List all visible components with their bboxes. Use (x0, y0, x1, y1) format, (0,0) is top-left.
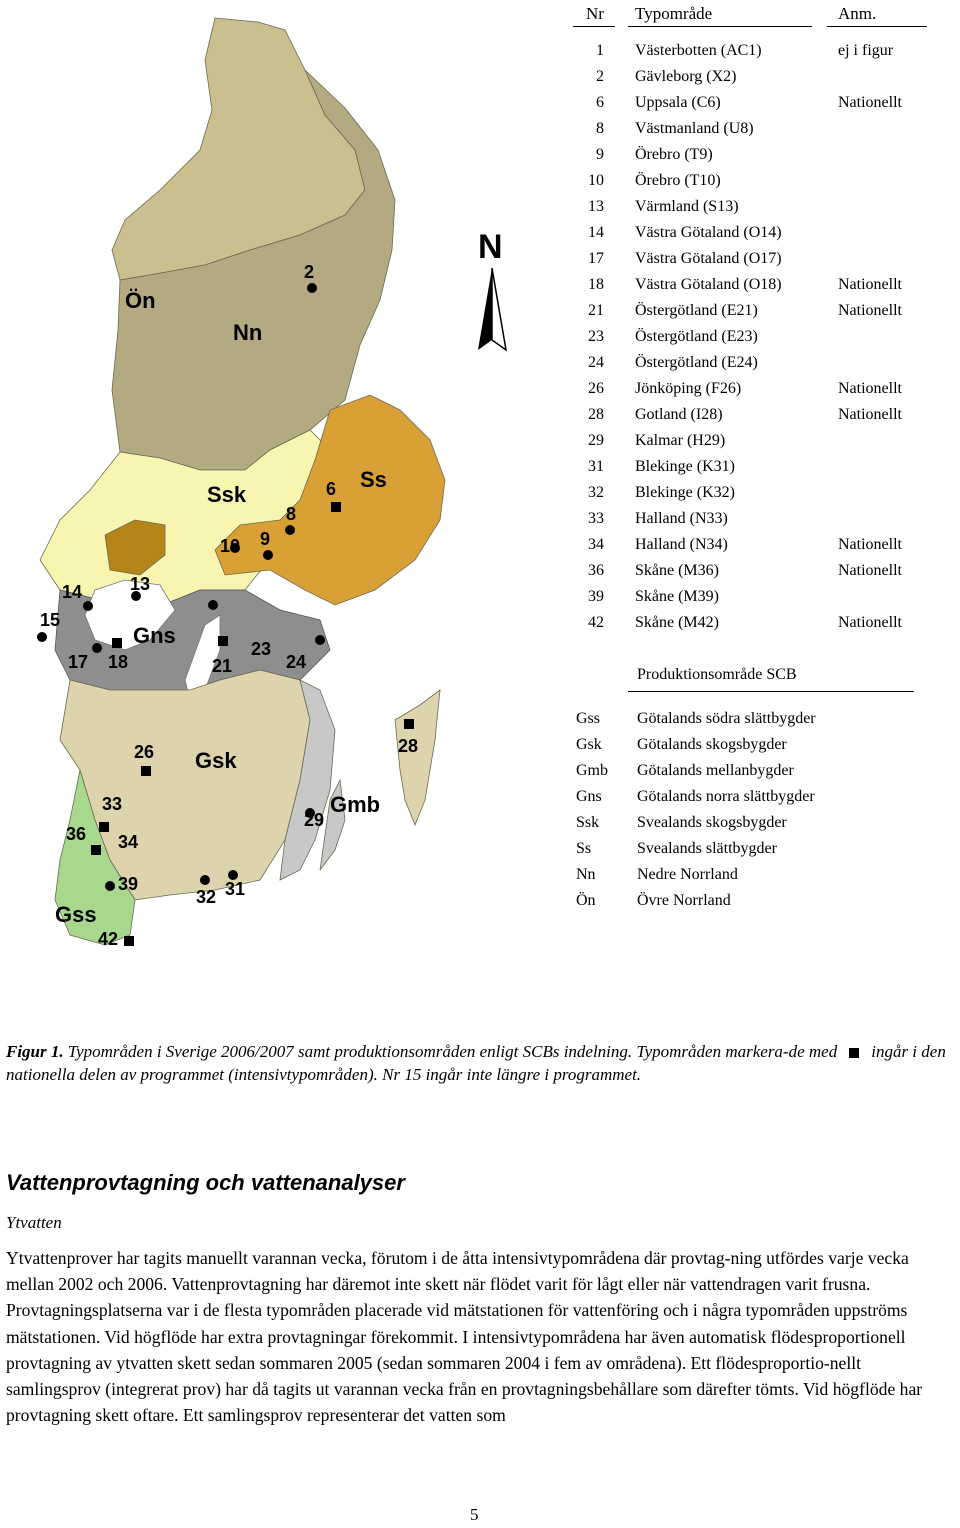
table-cell-typomrade: Blekinge (K31) (635, 458, 735, 475)
table-cell-typomrade: Västra Götaland (O18) (635, 276, 782, 293)
table-cell-typomrade: Örebro (T10) (635, 172, 721, 189)
legend-name: Svealands slättbygder (637, 840, 777, 857)
table-cell-nr: 8 (596, 120, 604, 137)
table-cell-anm: Nationellt (838, 562, 902, 579)
legend-name: Nedre Norrland (637, 866, 738, 883)
label-gsk: Gsk (195, 748, 237, 773)
table-cell-typomrade: Gotland (I28) (635, 406, 723, 423)
site-14: 14 (62, 582, 83, 602)
table-cell-typomrade: Västmanland (U8) (635, 120, 754, 137)
table-cell-nr: 36 (588, 562, 604, 579)
site-6: 6 (326, 479, 337, 499)
legend-code: Ssk (576, 814, 600, 831)
table-cell-anm: Nationellt (838, 276, 902, 293)
site-28: 28 (398, 736, 419, 756)
site-9: 9 (260, 529, 271, 549)
table-cell-nr: 6 (596, 94, 604, 111)
figure-caption (6, 1040, 954, 1086)
label-on: Ön (125, 288, 156, 313)
table-cell-anm: ej i figur (838, 42, 894, 59)
table-cell-typomrade: Skåne (M42) (635, 614, 719, 631)
site-8: 8 (286, 504, 297, 524)
table-cell-typomrade: Gävleborg (X2) (635, 68, 737, 85)
legend-name: Svealands skogsbygder (637, 814, 787, 831)
table-cell-nr: 33 (588, 510, 604, 527)
caption-text-1: Typområden i Sverige 2006/2007 samt produktionsområden enligt SCBs indelning. Typområden markera-de med (63, 1042, 838, 1061)
table-cell-typomrade: Jönköping (F26) (635, 380, 742, 397)
site-15: 15 (40, 610, 61, 630)
table-cell-typomrade: Östergötland (E23) (635, 328, 758, 345)
table-cell-anm: Nationellt (838, 536, 902, 553)
label-ssk: Ssk (207, 482, 247, 507)
site-42: 42 (98, 929, 119, 949)
site-21: 21 (212, 656, 233, 676)
table-cell-nr: 1 (596, 42, 604, 59)
site-26: 26 (134, 742, 155, 762)
sweden-map (0, 0, 560, 960)
legend-code: Gmb (576, 762, 608, 779)
legend-code: Nn (576, 866, 596, 883)
label-gss: Gss (55, 902, 97, 927)
table-cell-typomrade: Blekinge (K32) (635, 484, 735, 501)
island-gotland (395, 690, 440, 825)
legend-name: Götalands södra slättbygder (637, 710, 816, 727)
site-23: 23 (251, 639, 272, 659)
table-cell-nr: 14 (588, 224, 604, 241)
table-cell-typomrade: Örebro (T9) (635, 146, 713, 163)
table-cell-typomrade: Skåne (M36) (635, 562, 719, 579)
site-13: 13 (130, 574, 151, 594)
label-gmb: Gmb (330, 792, 381, 817)
header-rule-typomrade (628, 26, 812, 27)
site-18: 18 (108, 652, 129, 672)
site-17: 17 (68, 652, 89, 672)
table-cell-nr: 39 (588, 588, 604, 605)
legend-name: Götalands mellanbygder (637, 762, 794, 779)
site-31: 31 (225, 879, 246, 899)
table-cell-typomrade: Östergötland (E21) (635, 302, 758, 319)
table-cell-nr: 31 (588, 458, 604, 475)
site-32: 32 (196, 887, 217, 907)
site-29: 29 (304, 810, 325, 830)
legend-name: Götalands norra slättbygder (637, 788, 815, 805)
legend-rule (628, 691, 914, 692)
table-cell-typomrade: Halland (N34) (635, 536, 728, 553)
table-cell-nr: 28 (588, 406, 604, 423)
table-cell-typomrade: Östergötland (E24) (635, 354, 758, 371)
legend-code: Gss (576, 710, 601, 727)
table-cell-nr: 18 (588, 276, 604, 293)
table-cell-nr: 42 (588, 614, 604, 631)
table-cell-anm: Nationellt (838, 302, 902, 319)
site-24: 24 (286, 652, 307, 672)
table-cell-typomrade: Värmland (S13) (635, 198, 739, 215)
table-cell-typomrade: Uppsala (C6) (635, 94, 721, 111)
table-cell-anm: Nationellt (838, 94, 902, 111)
table-cell-nr: 2 (596, 68, 604, 85)
caption-label: Figur 1. (6, 1042, 64, 1061)
header-nr: Nr (586, 4, 604, 23)
legend-code: Gns (576, 788, 602, 805)
table-cell-nr: 17 (588, 250, 604, 267)
table-cell-nr: 26 (588, 380, 604, 397)
section-title: Vattenprovtagning och vattenanalyser (6, 1170, 405, 1195)
table-cell-nr: 13 (588, 198, 604, 215)
legend-name: Götalands skogsbygder (637, 736, 787, 753)
table-cell-typomrade: Kalmar (H29) (635, 432, 726, 449)
table-cell-nr: 34 (588, 536, 604, 553)
table-cell-anm: Nationellt (838, 380, 902, 397)
header-typomrade: Typområde (635, 4, 713, 23)
table-cell-typomrade: Västra Götaland (O17) (635, 250, 782, 267)
table-cell-nr: 24 (588, 354, 604, 371)
intensive-marker-icon (849, 1048, 859, 1058)
table-cell-nr: 9 (596, 146, 604, 163)
table-cell-nr: 10 (588, 172, 604, 189)
table-cell-anm: Nationellt (838, 614, 902, 631)
caption-text-2: ingår i den nationella delen av programmet (intensivtypområden). Nr 15 ingår inte längre i programmet. (6, 1042, 946, 1084)
header-rule-nr (573, 26, 615, 27)
site-39: 39 (118, 874, 139, 894)
north-arrow (478, 228, 506, 350)
section-subtitle: Ytvatten (6, 1213, 62, 1232)
header-anm: Anm. (838, 4, 877, 23)
table-cell-typomrade: Västra Götaland (O14) (635, 224, 782, 241)
table-cell-nr: 32 (588, 484, 604, 501)
table-cell-typomrade: Skåne (M39) (635, 588, 719, 605)
legend-code: Gsk (576, 736, 602, 753)
legend-title: Produktionsområde SCB (637, 666, 797, 683)
page-number: 5 (470, 1505, 479, 1524)
table-cell-typomrade: Halland (N33) (635, 510, 728, 527)
legend-code: Ön (576, 892, 596, 909)
legend-code: Ss (576, 840, 592, 857)
site-34: 34 (118, 832, 139, 852)
site-36: 36 (66, 824, 87, 844)
label-gns: Gns (133, 623, 176, 648)
north-label: N (478, 228, 503, 266)
site-10: 10 (220, 536, 241, 556)
table-cell-anm: Nationellt (838, 406, 902, 423)
label-ss: Ss (360, 467, 387, 492)
label-nn: Nn (233, 320, 263, 345)
table-cell-nr: 29 (588, 432, 604, 449)
section-body: Ytvattenprover har tagits manuellt varannan vecka, förutom i de åtta intensivtypområdena där provtag-ning utfördes varje vecka mellan 2002 och 2006. Vattenprovtagning har däremot inte skett när flödet varit för lågt eller när vattendragen varit frusna. Provtagningsplatserna var i de flesta typområden placerade vid mätstationen för vattenföring och i några typområden uppströms mätstationen. Vid högflöde har extra provtagningar förekommit. I intensivtypområdena har även automatisk flödesproportionell provtagning av ytvatten skett sedan sommaren 2005 (sedan sommaren 2004 i fem av områdena). Ett flödesproportio-nellt samlingsprov (integrerat prov) har då tagits ut varannan vecka från en provtagningsbehållare som därefter tömts. Vid högflöde har provtagning skett oftare. Ett samlingsprov representerar det vatten som (6, 1248, 923, 1426)
legend-name: Övre Norrland (637, 892, 731, 909)
table-cell-typomrade: Västerbotten (AC1) (635, 42, 762, 59)
site-2: 2 (304, 262, 315, 282)
site-33: 33 (102, 794, 123, 814)
table-cell-nr: 23 (588, 328, 604, 345)
table-cell-nr: 21 (588, 302, 604, 319)
header-rule-anm (827, 26, 927, 27)
